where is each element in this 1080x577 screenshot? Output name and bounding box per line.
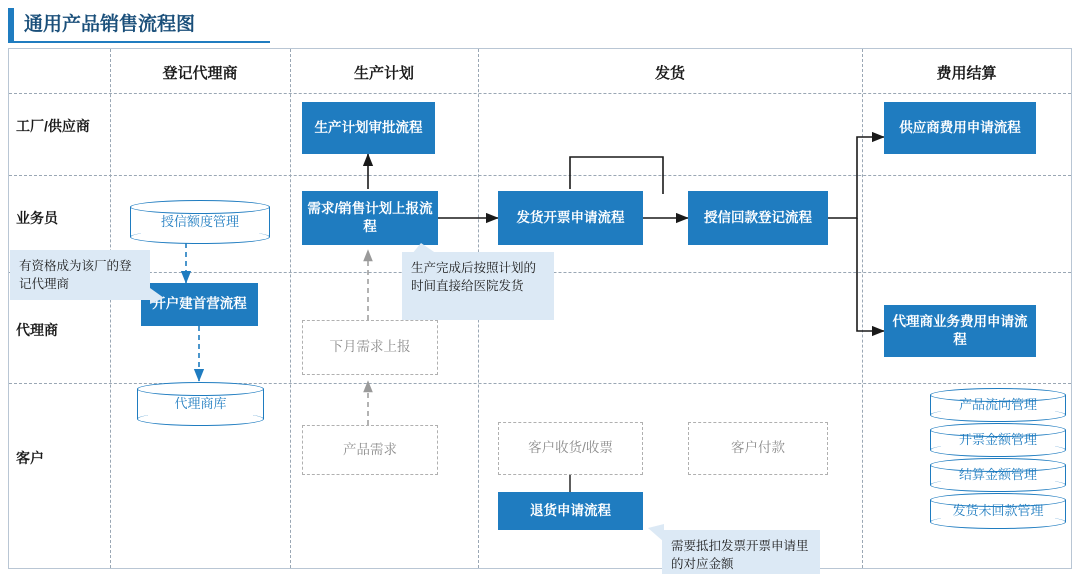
db-invoice-amount-label: 开票金额管理 xyxy=(958,432,1037,448)
column-separator-1 xyxy=(110,49,111,568)
node-ship-invoice[interactable]: 发货开票申请流程 xyxy=(498,191,643,245)
db-product-flow xyxy=(930,388,1066,422)
db-unpaid-shipment xyxy=(930,493,1066,529)
callout-deduct-invoice-text: 需要抵扣发票开票申请里的对应金额 xyxy=(671,539,809,572)
db-product-flow-label: 产品流向管理 xyxy=(958,397,1037,413)
header-separator xyxy=(9,93,1071,94)
callout-after-production xyxy=(402,252,554,320)
callout-deduct-invoice xyxy=(662,530,820,574)
callout-after-production-text: 生产完成后按照计划的时间直接给医院发货 xyxy=(411,261,537,294)
row-label-customer: 客户 xyxy=(16,450,44,466)
callout-deduct-invoice-tail xyxy=(648,524,664,542)
title-text: 通用产品销售流程图 xyxy=(24,14,196,35)
db-unpaid-shipment-label: 发货未回款管理 xyxy=(952,503,1044,519)
node-supplier-fee[interactable]: 供应商费用申请流程 xyxy=(884,102,1036,154)
db-invoice-amount xyxy=(930,423,1066,457)
title-underline xyxy=(8,41,270,43)
db-agent-store xyxy=(137,382,264,426)
column-header-shipment: 发货 xyxy=(654,65,685,82)
row-label-agent: 代理商 xyxy=(16,322,58,338)
page-title xyxy=(8,8,270,42)
node-return-request[interactable]: 退货申请流程 xyxy=(498,492,643,530)
callout-after-production-tail xyxy=(412,243,437,254)
column-separator-2 xyxy=(290,49,291,568)
node-open-account[interactable]: 开户建首营流程 xyxy=(141,283,258,326)
column-header-settlement: 费用结算 xyxy=(936,65,997,82)
node-next-month-demand: 下月需求上报 xyxy=(302,320,438,375)
db-credit-limit-label: 授信额度管理 xyxy=(160,214,239,230)
column-header-production: 生产计划 xyxy=(353,65,414,82)
node-product-demand: 产品需求 xyxy=(302,425,438,475)
db-credit-limit xyxy=(130,200,270,244)
row-label-sales: 业务员 xyxy=(16,210,58,226)
node-plan-approval[interactable]: 生产计划审批流程 xyxy=(302,102,435,154)
callout-qualify-text: 有资格成为该厂的登记代理商 xyxy=(19,259,132,292)
title-accent-bar xyxy=(8,8,14,42)
node-customer-payment: 客户付款 xyxy=(688,422,828,475)
column-separator-4 xyxy=(862,49,863,568)
column-header-register: 登记代理商 xyxy=(162,65,238,82)
node-demand-plan[interactable]: 需求/销售计划上报流程 xyxy=(302,191,438,245)
node-agent-fee[interactable]: 代理商业务费用申请流程 xyxy=(884,305,1036,357)
row-separator-factory xyxy=(9,175,1071,176)
node-customer-receipt: 客户收货/收票 xyxy=(498,422,643,475)
callout-qualify xyxy=(10,250,150,300)
callout-qualify-tail xyxy=(150,288,164,304)
row-label-factory: 工厂/供应商 xyxy=(16,118,90,134)
db-settle-amount xyxy=(930,458,1066,492)
node-credit-payback[interactable]: 授信回款登记流程 xyxy=(688,191,828,245)
db-agent-store-label: 代理商库 xyxy=(174,396,227,412)
db-settle-amount-label: 结算金额管理 xyxy=(958,467,1037,483)
